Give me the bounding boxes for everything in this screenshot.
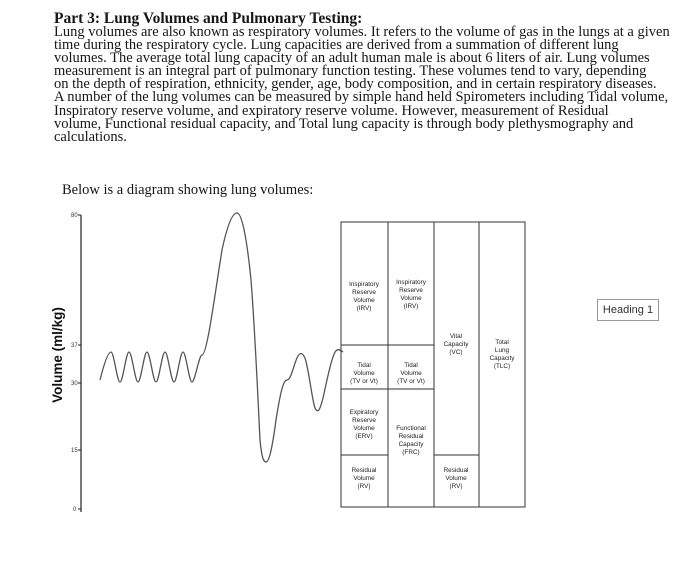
paragraph-line: calculations. — [54, 128, 127, 145]
y-tick-label: 30 — [71, 381, 78, 387]
paragraph-line: time during the respiratory cycle. Lung capacities are derived from a summation of different lung — [54, 37, 619, 54]
paragraph-line: A number of the lung volumes can be measured by simple hand held Spirometers including Tidal volume, — [54, 89, 669, 106]
cell-label-tlc: Total Lung Capacity (TLC) — [489, 339, 515, 370]
y-tick-label: 15 — [71, 448, 78, 454]
diagram-intro: Below is a diagram showing lung volumes: — [62, 182, 314, 198]
paragraph-line: measurement is an integral part of pulmonary function testing. These volumes tend to vary, depending — [54, 63, 647, 80]
paragraph-line: volume, Functional residual capacity, and Total lung capacity is through body plethysmography and — [54, 115, 634, 132]
cell-label-frc: Functional Residual Capacity (FRC) — [396, 425, 426, 456]
column-box — [434, 222, 479, 507]
y-tick-label: 0 — [73, 507, 77, 513]
cell-label-rv: Residual Volume (RV) — [351, 467, 377, 490]
style-tag-heading[interactable]: Heading 1 — [597, 299, 659, 321]
y-tick-label: 80 — [71, 213, 78, 219]
y-tick-label: 37 — [71, 343, 78, 349]
cell-label-tv: Tidal Volume (TV or Vt) — [397, 362, 425, 385]
cell-label-irv: Inspiratory Reserve Volume (IRV) — [396, 279, 426, 310]
paragraph-line: volumes. The average total lung capacity of an adult human male is about 6 liters of air. Lung volumes — [54, 50, 650, 67]
cell-label-vc: Vital Capacity (VC) — [443, 333, 469, 356]
paragraph-line: Lung volumes are also known as respiratory volumes. It refers to the volume of gas in the lungs at a given — [54, 24, 670, 40]
cell-label-irv: Inspiratory Reserve Volume (IRV) — [349, 281, 379, 312]
cell-label-erv: Expiratory Reserve Volume (ERV) — [349, 409, 379, 440]
paragraph-line: on the depth of respiration, ethnicity, gender, age, body composition, and in certain respiratory diseases. — [54, 76, 657, 93]
paragraph-line: Inspiratory reserve volume, and expiratory reserve volume. However, measurement of Residual — [54, 102, 609, 119]
y-axis-title: Volume (ml/kg) — [50, 307, 65, 403]
section-title: Part 3: Lung Volumes and Pulmonary Testing: — [54, 10, 363, 27]
breathing-waveform — [100, 213, 343, 462]
cell-label-tv: Tidal Volume (TV or Vt) — [350, 362, 378, 385]
cell-label-rv: Residual Volume (RV) — [443, 467, 469, 490]
